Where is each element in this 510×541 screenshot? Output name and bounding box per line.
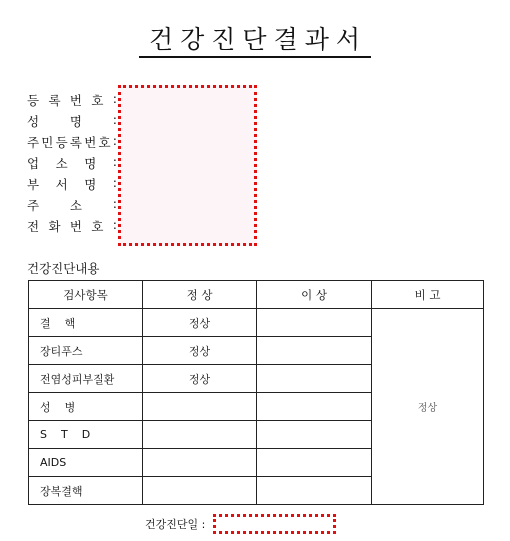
field-label-char: 소: [55, 156, 68, 171]
field-label: [27, 175, 117, 193]
cell-abnormal: [257, 477, 372, 505]
field-label: [27, 112, 117, 130]
cell-item: STD: [29, 421, 143, 449]
table-row: [29, 309, 484, 337]
cell-abnormal: [257, 365, 372, 393]
header-item: 검사항목: [29, 281, 143, 309]
field-label-char: 명: [84, 177, 97, 192]
cell-remark: 정상: [372, 309, 484, 505]
field-label-char: 호: [91, 219, 104, 234]
cell-normal: [143, 393, 257, 421]
cell-normal: 정상: [143, 337, 257, 365]
field-label-char: 민: [41, 135, 54, 150]
cell-item: 장티푸스: [29, 337, 143, 365]
header-abnormal: 이 상: [257, 281, 372, 309]
field-label-char: 호: [91, 93, 104, 108]
header-remark: 비 고: [372, 281, 484, 309]
cell-normal: [143, 477, 257, 505]
field-label-colon: :: [112, 133, 117, 148]
cell-normal: 정상: [143, 309, 257, 337]
document-title: [0, 20, 510, 56]
field-label: [27, 217, 117, 235]
field-label-colon: :: [112, 175, 117, 190]
field-label-char: 호: [98, 135, 111, 150]
cell-normal: [143, 449, 257, 477]
field-label-char: 성: [27, 114, 40, 129]
field-label-char: 전: [27, 219, 40, 234]
field-label-char: 부: [27, 177, 40, 192]
field-label: [27, 196, 117, 214]
cell-abnormal: [257, 337, 372, 365]
field-label: [27, 133, 117, 151]
field-label-char: 등: [27, 93, 40, 108]
redacted-personal-info: [118, 85, 257, 246]
field-label-char: 번: [84, 135, 97, 150]
cell-item: AIDS: [29, 449, 143, 477]
field-label-colon: :: [112, 91, 117, 106]
section-title: 건강진단내용: [27, 261, 100, 276]
cell-abnormal: [257, 309, 372, 337]
header-normal: 정 상: [143, 281, 257, 309]
cell-item: 성병: [29, 393, 143, 421]
cell-item: 장복결핵: [29, 477, 143, 505]
cell-item: 전염성피부질환: [29, 365, 143, 393]
field-label-char: 주: [27, 135, 40, 150]
field-label-char: 번: [69, 219, 82, 234]
redacted-exam-date: [213, 514, 336, 534]
field-label-char: 소: [69, 198, 82, 213]
cell-normal: [143, 421, 257, 449]
field-label-char: 록: [48, 93, 61, 108]
exam-date-label: 건강진단일 :: [145, 518, 206, 531]
table-header-row: [29, 281, 484, 309]
field-label-colon: :: [112, 154, 117, 169]
field-label-char: 명: [69, 114, 82, 129]
field-label-char: 업: [27, 156, 40, 171]
cell-normal: 정상: [143, 365, 257, 393]
field-label-colon: :: [112, 112, 117, 127]
cell-abnormal: [257, 449, 372, 477]
field-label-char: 명: [84, 156, 97, 171]
field-label-char: 화: [48, 219, 61, 234]
field-label-char: 주: [27, 198, 40, 213]
field-label-char: 번: [69, 93, 82, 108]
field-label-char: 록: [69, 135, 82, 150]
field-label-colon: :: [112, 196, 117, 211]
results-table: [28, 280, 484, 505]
cell-abnormal: [257, 421, 372, 449]
document-title-text: 건강진단결과서: [139, 25, 371, 58]
field-label: [27, 154, 117, 172]
cell-item: 결핵: [29, 309, 143, 337]
field-label: [27, 91, 117, 109]
field-label-char: 서: [55, 177, 68, 192]
cell-abnormal: [257, 393, 372, 421]
field-label-char: 등: [55, 135, 68, 150]
field-label-colon: :: [112, 217, 117, 232]
